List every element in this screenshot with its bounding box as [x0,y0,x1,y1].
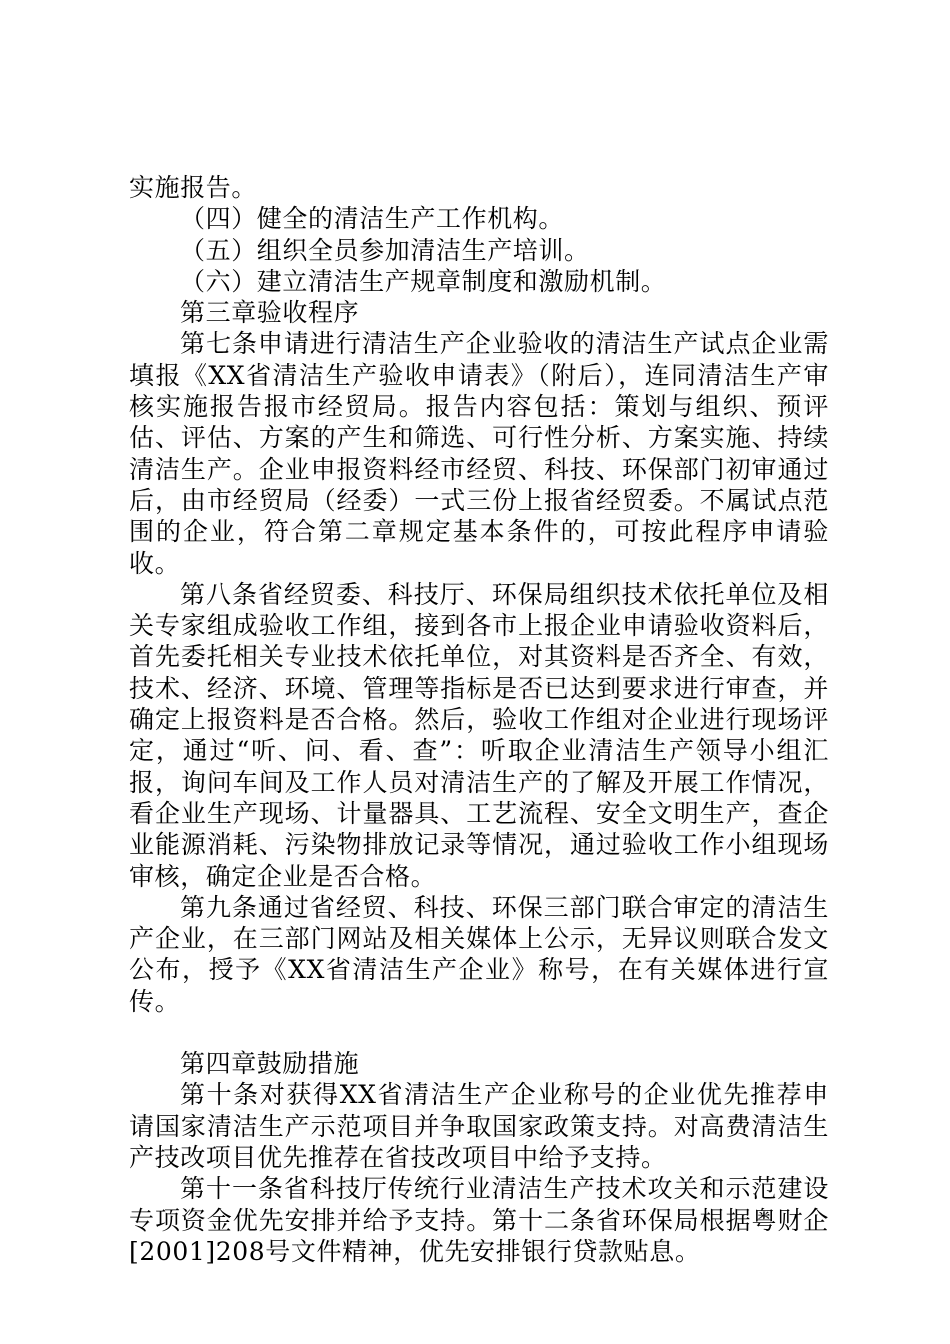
chapter-four-heading: 第四章鼓励措施 [180,1049,360,1079]
document-body [129,172,829,1267]
section-gap [129,1017,829,1048]
paragraph-report-continuation: 实施报告。 [129,173,258,202]
list-item-six: （六）建立清洁生产规章制度和激励机制。 [180,266,667,296]
article-seven: 第七条申请进行清洁生产企业验收的清洁生产试点企业需填报《XX省清洁生产验收申请表》（附后），连同清洁生产审核实施报告报市经贸局。报告内容包括：策划与组织、预评估、评估、方案的产生和筛选、可行性分析、方案实施、持续清洁生产。企业申报资料经市经贸、科技、环保部门初审通过后，由市经贸局（经委）一式三份上报省经贸委。不属试点范围的企业，符合第二章规定基本条件的，可按此程序申请验收。 [129,329,829,578]
article-nine: 第九条通过省经贸、科技、环保三部门联合审定的清洁生产企业，在三部门网站及相关媒体上公示，无异议则联合发文公布，授予《XX省清洁生产企业》称号，在有关媒体进行宣传。 [129,892,829,1016]
article-eleven: 第十一条省科技厅传统行业清洁生产技术攻关和示范建设专项资金优先安排并给予支持。第十二条省环保局根据粤财企[2001]208号文件精神，优先安排银行贷款贴息。 [129,1174,829,1266]
list-item-four: （四）健全的清洁生产工作机构。 [180,204,565,234]
list-item-five: （五）组织全员参加清洁生产培训。 [180,235,590,265]
article-ten: 第十条对获得XX省清洁生产企业称号的企业优先推荐申请国家清洁生产示范项目并争取国家政策支持。对高费清洁生产技改项目优先推荐在省技改项目中给予支持。 [129,1080,829,1172]
chapter-three-heading: 第三章验收程序 [180,298,360,328]
article-eight: 第八条省经贸委、科技厅、环保局组织技术依托单位及相关专家组成验收工作组，接到各市上报企业申请验收资料后，首先委托相关专业技术依托单位，对其资料是否齐全、有效，技术、经济、环境、管理等指标是否已达到要求进行审查，并确定上报资料是否合格。然后，验收工作组对企业进行现场评定，通过“听、问、看、查”：听取企业清洁生产领导小组汇报，询问车间及工作人员对清洁生产的了解及开展工作情况，看企业生产现场、计量器具、工艺流程、安全文明生产，查企业能源消耗、污染物排放记录等情况，通过验收工作小组现场审核，确定企业是否合格。 [129,579,829,891]
